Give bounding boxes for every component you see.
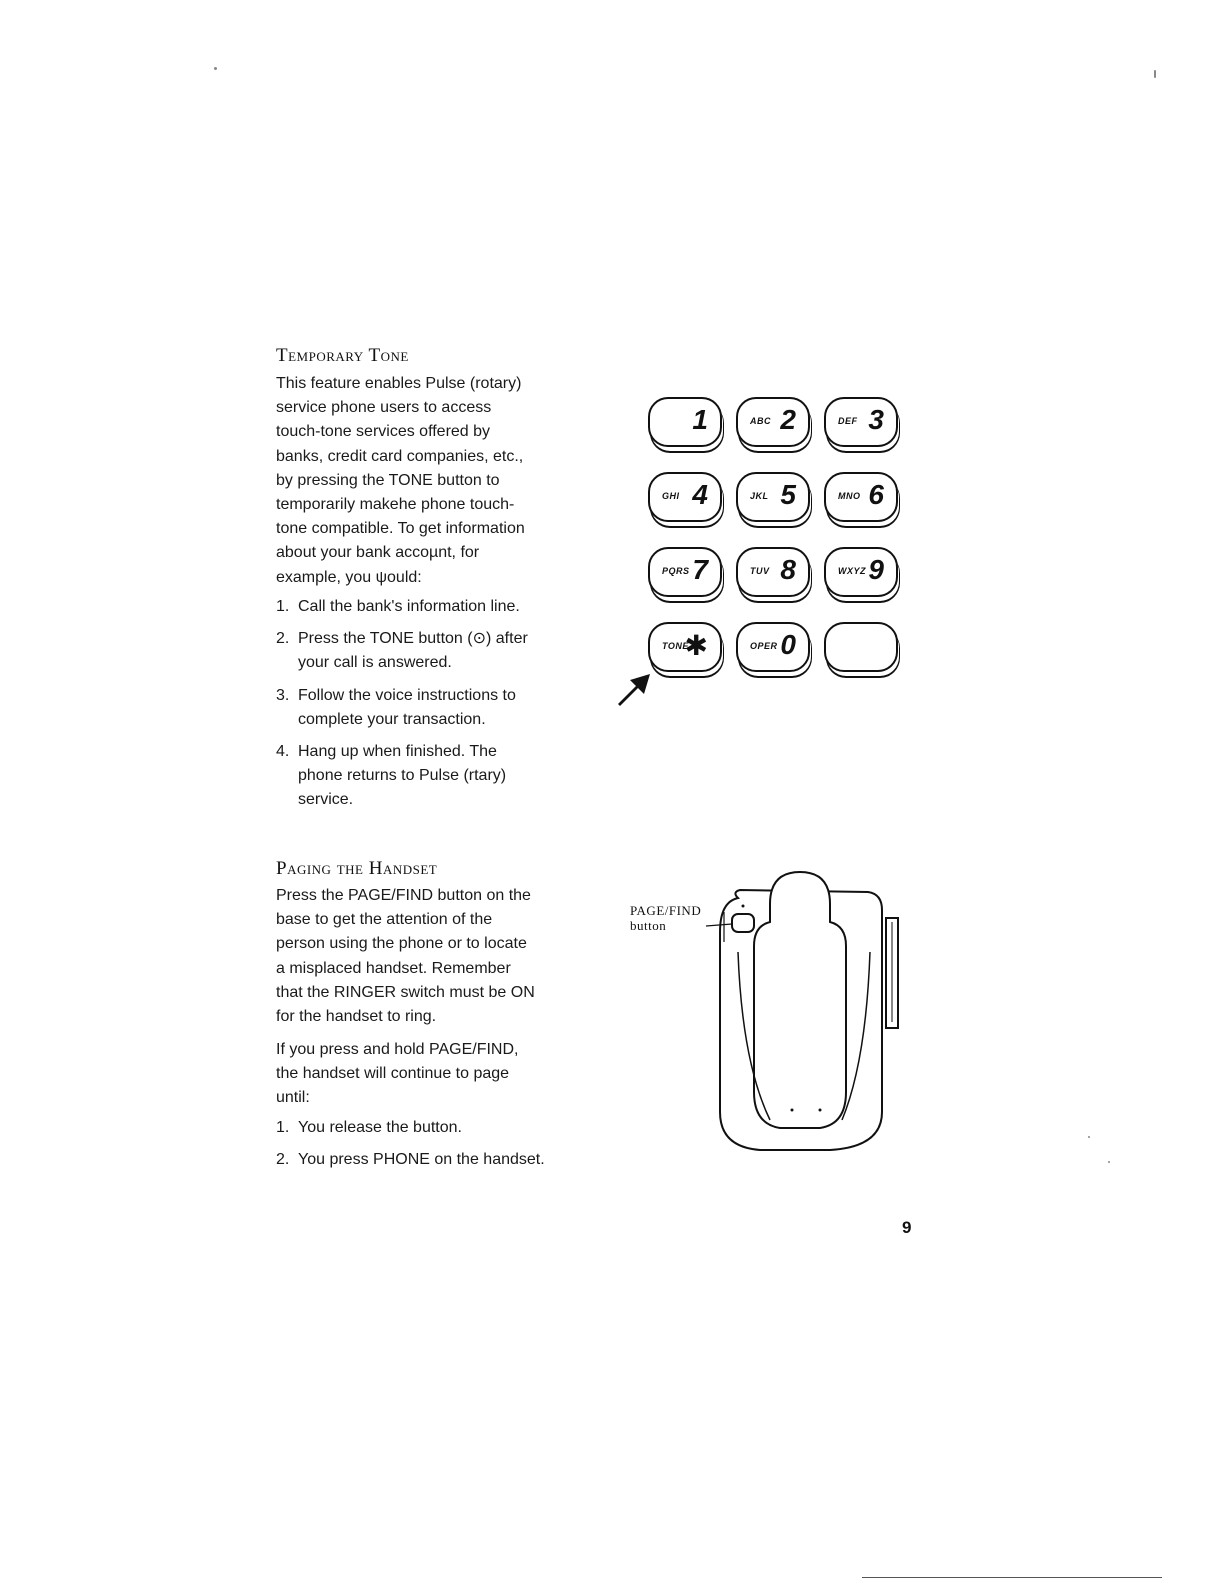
step-text: You press PHONE on the handset.	[298, 1151, 545, 1169]
key-digit: 3	[868, 404, 884, 435]
key-9	[824, 547, 898, 597]
key-digit: 0	[780, 629, 796, 660]
key-letters: WXYZ	[838, 566, 866, 576]
step-number: 1.	[276, 1119, 290, 1136]
list-item	[276, 684, 596, 732]
list-item	[276, 627, 596, 675]
temporary-tone-intro: This feature enables Pulse (rotary) service phone users to access touch-tone services offered by banks, credit card companies, etc., by pressing the TONE button to temporarily makehe phone touch- tone compatible. To get information about your bank accoµnt, for example, you ψould:	[276, 375, 525, 586]
key-digit: ✱	[684, 630, 708, 661]
paging-para-2: If you press and hold PAGE/FIND, the handset will continue to page until:	[276, 1041, 519, 1107]
key-letters: PQRS	[662, 566, 690, 576]
key-tone-star	[648, 622, 722, 672]
list-item	[276, 1116, 596, 1140]
key-letters: DEF	[838, 416, 858, 426]
list-item	[276, 595, 596, 619]
step-text: Hang up when finished. The phone returns to Pulse (rtary) service.	[298, 743, 507, 809]
step-text: Call the bank's information line.	[298, 598, 520, 615]
key-blank	[824, 622, 898, 672]
scan-speck	[1154, 70, 1156, 78]
paging-steps	[276, 1116, 596, 1180]
step-text: Press the TONE button (⊙) after your call is answered.	[298, 630, 528, 672]
scan-speck	[1088, 1136, 1090, 1138]
key-0	[736, 622, 810, 672]
callout-line-1: PAGE/FIND	[630, 903, 702, 918]
temporary-tone-heading: Temporary Tone	[276, 345, 409, 366]
phone-base-illustration	[620, 862, 920, 1162]
key-2	[736, 397, 810, 447]
key-3	[824, 397, 898, 447]
key-letters: MNO	[838, 491, 861, 501]
key-letters: OPER	[750, 641, 778, 651]
key-digit: 5	[780, 479, 796, 510]
step-number: 2.	[276, 630, 290, 648]
scan-edge-line	[862, 1577, 1162, 1578]
callout-line-2: button	[630, 918, 667, 933]
list-item	[276, 740, 596, 813]
key-digit: 9	[868, 554, 884, 585]
key-digit: 8	[780, 554, 796, 585]
step-number: 3.	[276, 686, 290, 704]
key-letters: JKL	[750, 491, 769, 501]
temporary-tone-steps	[276, 595, 596, 821]
key-letters: TUV	[750, 566, 770, 576]
step-number: 1.	[276, 598, 290, 615]
key-letters: TONE	[662, 641, 689, 651]
key-1	[648, 397, 722, 447]
list-item	[276, 1148, 596, 1172]
arrow-icon	[614, 672, 654, 712]
key-4	[648, 472, 722, 522]
keypad-illustration	[640, 382, 910, 712]
key-letters: GHI	[662, 491, 680, 501]
key-digit: 4	[692, 479, 708, 510]
paging-heading: Paging the Handset	[276, 858, 438, 879]
step-text: Follow the voice instructions to complete your transaction.	[298, 686, 516, 728]
key-5	[736, 472, 810, 522]
key-letters: ABC	[750, 416, 771, 426]
key-6	[824, 472, 898, 522]
key-8	[736, 547, 810, 597]
key-7	[648, 547, 722, 597]
paging-para-1: Press the PAGE/FIND button on the base to get the attention of the person using the phone or to locate a misplaced handset. Remember that the RINGER switch must be ON for the handset to ring.	[276, 887, 535, 1026]
step-text: You release the button.	[298, 1119, 462, 1136]
key-digit: 2	[780, 404, 796, 435]
scan-speck	[214, 67, 217, 70]
key-digit: 7	[692, 554, 708, 585]
step-number: 4.	[276, 743, 290, 761]
scan-speck	[1108, 1161, 1110, 1163]
key-digit: 6	[868, 479, 884, 510]
page-number: 9	[902, 1218, 912, 1237]
step-number: 2.	[276, 1151, 290, 1169]
key-digit: 1	[692, 404, 708, 435]
